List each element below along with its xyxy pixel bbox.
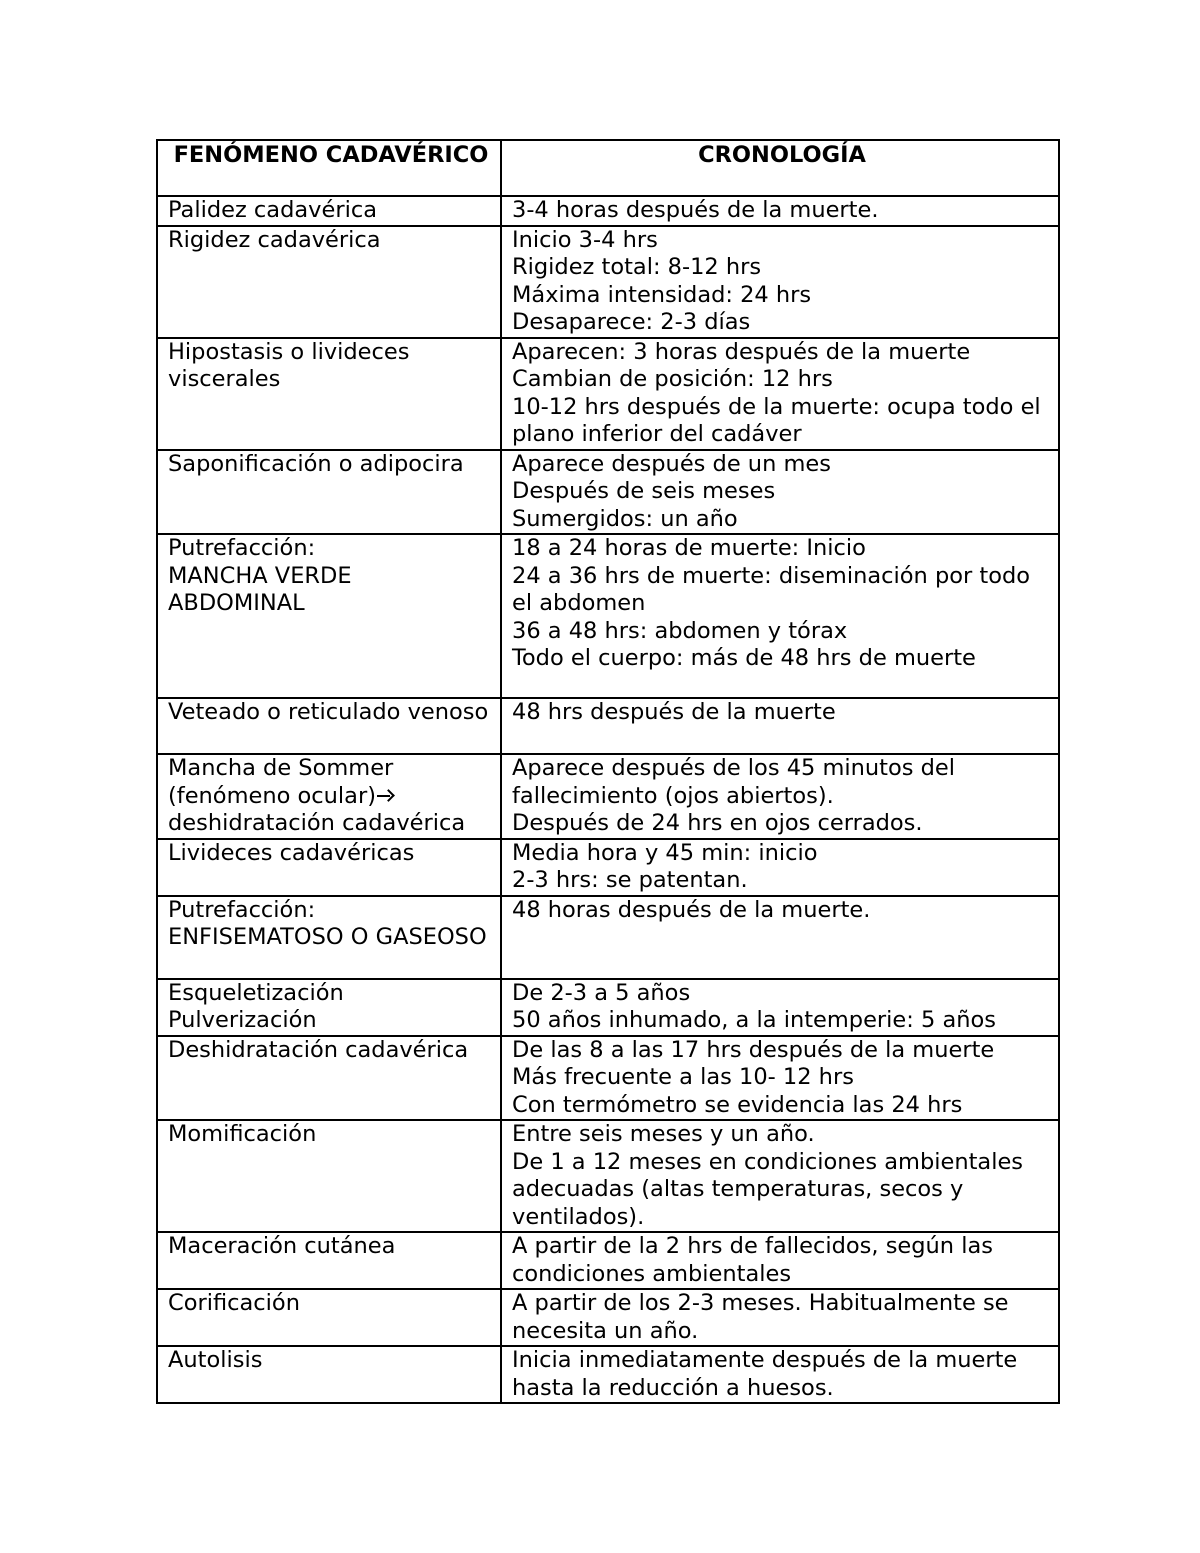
phenomenon-text: Corificación (168, 1290, 300, 1316)
header-phenomenon (157, 140, 501, 196)
phenomenon-cell (157, 1289, 501, 1346)
phenomenon-cell (157, 1120, 501, 1232)
chronology-text: Aparecen: 3 horas después de la muerte (512, 338, 971, 365)
table-row (157, 1120, 1059, 1232)
phenomenon-text: Putrefacción: (168, 535, 316, 561)
chronology-text: De las 8 a las 17 hrs después de la muerte (512, 1036, 995, 1063)
phenomenon-cell (157, 450, 501, 535)
phenomenon-cell (157, 698, 501, 754)
phenomenon-cell (157, 896, 501, 979)
chronology-cell (501, 1120, 1059, 1232)
chronology-text: De 1 a 12 meses en condiciones ambientales adecuadas (altas temperaturas, secos y ventilados). (512, 1148, 1031, 1230)
chronology-table (156, 139, 1060, 1404)
table-row (157, 896, 1059, 979)
chronology-text: Rigidez total: 8-12 hrs (512, 254, 762, 280)
chronology-text: Después de seis meses (512, 478, 776, 504)
phenomenon-text: deshidratación cadavérica (168, 810, 466, 836)
chronology-text: De 2-3 a 5 años (512, 979, 691, 1006)
chronology-text: Máxima intensidad: 24 hrs (512, 281, 812, 308)
table-row (157, 1346, 1059, 1403)
table-row (157, 1036, 1059, 1121)
phenomenon-text: Hipostasis o livideces viscerales (168, 338, 417, 392)
chronology-cell (501, 1289, 1059, 1346)
chronology-text: 2-3 hrs: se patentan. (512, 867, 748, 893)
table-row (157, 1289, 1059, 1346)
chronology-text: Sumergidos: un año (512, 505, 738, 532)
phenomenon-text: Maceración cutánea (168, 1233, 396, 1259)
phenomenon-text: Momificación (168, 1121, 317, 1147)
header-chronology (501, 140, 1059, 196)
chronology-text: 3-4 horas después de la muerte. (512, 197, 879, 223)
phenomenon-text: ENFISEMATOSO O GASEOSO (168, 924, 487, 950)
arrow-right-icon (376, 789, 396, 803)
phenomenon-text: MANCHA VERDE ABDOMINAL (168, 562, 359, 616)
chronology-text: 24 a 36 hrs de muerte: diseminación por todo el abdomen (512, 562, 1038, 616)
chronology-text: A partir de la 2 hrs de fallecidos, según las condiciones ambientales (512, 1233, 1001, 1287)
chronology-text: Desaparece: 2-3 días (512, 309, 751, 335)
chronology-cell (501, 979, 1059, 1036)
chronology-text: Más frecuente a las 10- 12 hrs (512, 1064, 854, 1090)
table-row (157, 1232, 1059, 1289)
phenomenon-text: Autolisis (168, 1347, 263, 1373)
table-row (157, 226, 1059, 338)
chronology-cell (501, 1346, 1059, 1403)
phenomenon-cell (157, 754, 501, 839)
chronology-cell (501, 338, 1059, 450)
phenomenon-text: Saponificación o adipocira (168, 450, 464, 477)
table-row (157, 534, 1059, 698)
phenomenon-text: Pulverización (168, 1007, 317, 1033)
phenomenon-text: Putrefacción: (168, 896, 316, 923)
chronology-text: Media hora y 45 min: inicio (512, 839, 818, 866)
chronology-cell (501, 839, 1059, 896)
chronology-text: 48 hrs después de la muerte (512, 699, 836, 725)
chronology-text: Aparece después de los 45 minutos del fallecimiento (ojos abiertos). (512, 755, 963, 809)
chronology-cell (501, 754, 1059, 839)
phenomenon-text: Mancha de Sommer (fenómeno ocular) (168, 755, 401, 809)
header-row (157, 140, 1059, 196)
chronology-text: 50 años inhumado, a la intemperie: 5 años (512, 1007, 996, 1033)
chronology-text: Inicio 3-4 hrs (512, 226, 658, 253)
phenomenon-text: Rigidez cadavérica (168, 226, 381, 253)
chronology-cell (501, 896, 1059, 979)
phenomenon-text: Deshidratación cadavérica (168, 1036, 469, 1063)
chronology-cell (501, 450, 1059, 535)
chronology-cell (501, 1036, 1059, 1121)
chronology-text: Con termómetro se evidencia las 24 hrs (512, 1091, 963, 1118)
chronology-text: Entre seis meses y un año. (512, 1121, 815, 1147)
phenomenon-cell (157, 839, 501, 896)
phenomenon-cell (157, 534, 501, 698)
header-phenomenon-text: FENÓMENO CADAVÉRICO (173, 142, 489, 168)
table-row (157, 754, 1059, 839)
chronology-text: 10-12 hrs después de la muerte: ocupa todo el plano inferior del cadáver (512, 393, 1048, 447)
header-chronology-text: CRONOLOGÍA (698, 142, 866, 168)
table-row (157, 338, 1059, 450)
chronology-text: A partir de los 2-3 meses. Habitualmente se necesita un año. (512, 1290, 1016, 1344)
phenomenon-text: Palidez cadavérica (168, 197, 377, 223)
table-row (157, 698, 1059, 754)
chronology-text: Después de 24 hrs en ojos cerrados. (512, 810, 923, 836)
phenomenon-cell (157, 338, 501, 450)
phenomenon-cell (157, 1232, 501, 1289)
chronology-text: Inicia inmediatamente después de la muerte hasta la reducción a huesos. (512, 1347, 1025, 1401)
phenomenon-cell (157, 226, 501, 338)
chronology-cell (501, 534, 1059, 698)
phenomenon-text: Veteado o reticulado venoso (168, 699, 489, 725)
phenomenon-text: Livideces cadavéricas (168, 839, 415, 866)
phenomenon-cell (157, 1346, 501, 1403)
table-row (157, 839, 1059, 896)
table-row (157, 979, 1059, 1036)
phenomenon-text: Esqueletización (168, 979, 344, 1006)
chronology-cell (501, 226, 1059, 338)
chronology-text: 48 horas después de la muerte. (512, 896, 871, 923)
phenomenon-cell (157, 196, 501, 226)
table-row (157, 196, 1059, 226)
chronology-cell (501, 196, 1059, 226)
chronology-text: 36 a 48 hrs: abdomen y tórax (512, 617, 848, 644)
chronology-text: Todo el cuerpo: más de 48 hrs de muerte (512, 645, 976, 671)
chronology-text: Cambian de posición: 12 hrs (512, 366, 833, 392)
phenomenon-cell (157, 1036, 501, 1121)
chronology-cell (501, 698, 1059, 754)
chronology-text: Aparece después de un mes (512, 450, 831, 477)
table-row (157, 450, 1059, 535)
chronology-text: 18 a 24 horas de muerte: Inicio (512, 535, 866, 561)
chronology-cell (501, 1232, 1059, 1289)
table-body (157, 196, 1059, 1403)
phenomenon-cell (157, 979, 501, 1036)
